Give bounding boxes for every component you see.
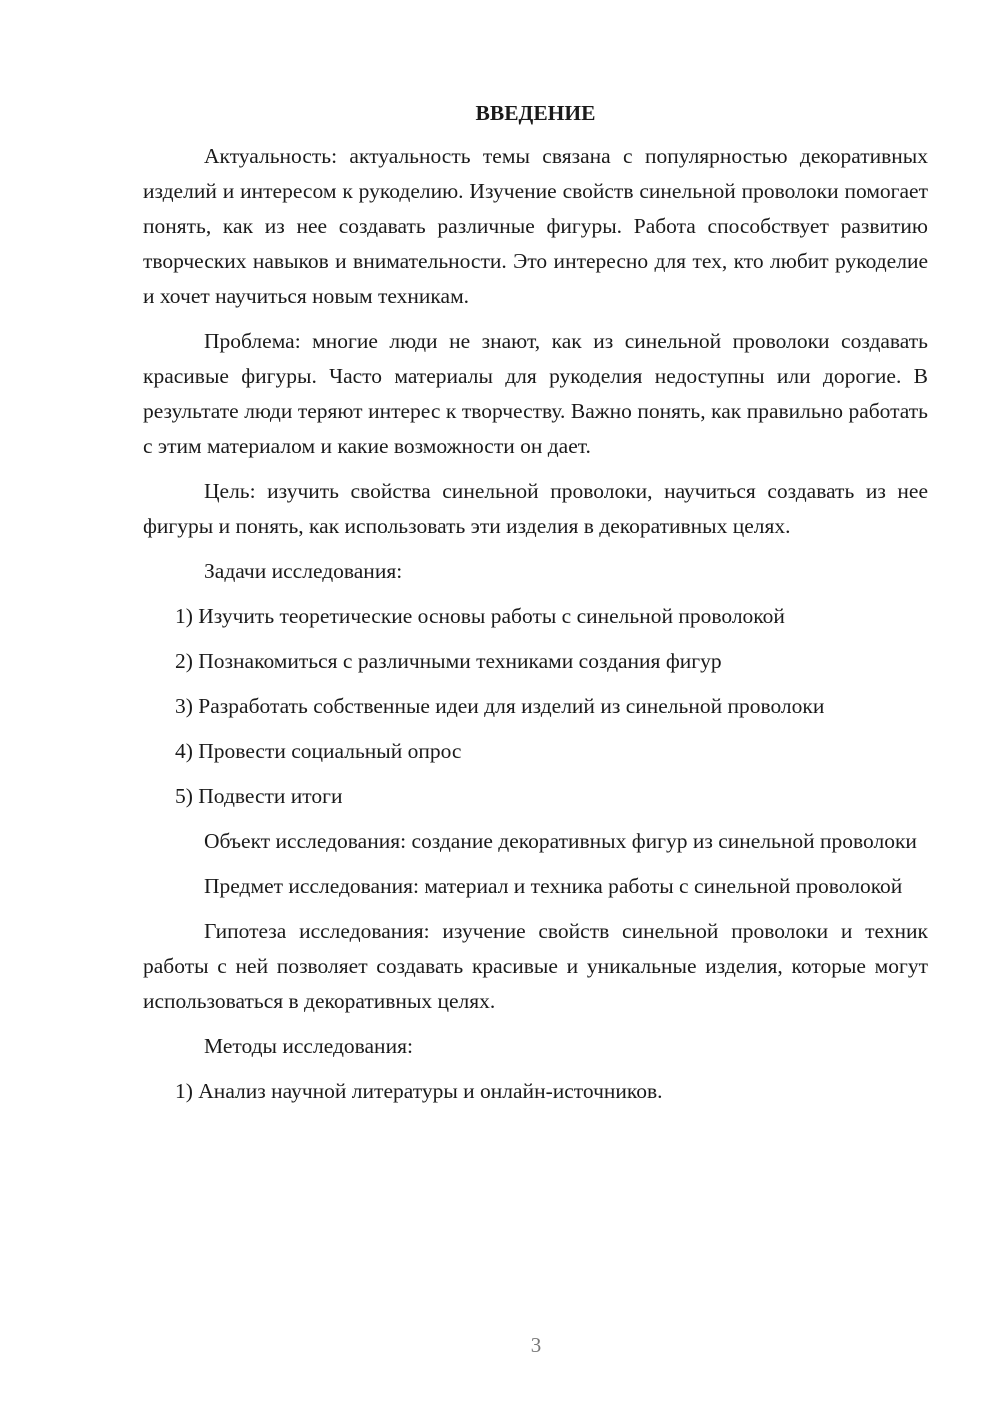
- task-item: 1) Изучить теоретические основы работы с синельной проволокой: [175, 604, 785, 628]
- methods-heading: Методы исследования:: [204, 1034, 413, 1058]
- task-item: 4) Провести социальный опрос: [175, 739, 462, 763]
- page-title: ВВЕДЕНИЕ: [475, 101, 596, 125]
- method-item: 1) Анализ научной литературы и онлайн-источников.: [175, 1079, 663, 1103]
- relevance-paragraph: Актуальность: актуальность темы связана с популярностью декоративных изделий и интересом к рукоделию. Изучение свойств синельной проволоки помогает понять, как из нее создавать различные фигуры. Работа способствует развитию творческих навыков и внимательности. Это интересно для тех, кто любит рукоделие и хочет научиться новым техникам.: [143, 144, 928, 308]
- task-item: 2) Познакомиться с различными техниками создания фигур: [175, 649, 722, 673]
- hypothesis-paragraph: Гипотеза исследования: изучение свойств синельной проволоки и техник работы с ней позволяет создавать красивые и уникальные изделия, которые могут использоваться в декоративных целях.: [143, 919, 928, 1013]
- page-content: [143, 96, 928, 1119]
- page-number: 3: [530, 1333, 542, 1357]
- problem-paragraph: Проблема: многие люди не знают, как из синельной проволоки создавать красивые фигуры. Часто материалы для рукоделия недоступны или дорогие. В результате люди теряют интерес к творчеству. Важно понять, как правильно работать с этим материалом и какие возможности он дает.: [143, 329, 928, 458]
- tasks-heading: Задачи исследования:: [204, 559, 403, 583]
- task-item: 3) Разработать собственные идеи для изделий из синельной проволоки: [175, 694, 825, 718]
- task-item: 5) Подвести итоги: [175, 784, 343, 808]
- subject-paragraph: Предмет исследования: материал и техника работы с синельной проволокой: [204, 874, 903, 898]
- object-paragraph: Объект исследования: создание декоративных фигур из синельной проволоки: [204, 829, 917, 853]
- goal-paragraph: Цель: изучить свойства синельной проволоки, научиться создавать из нее фигуры и понять, как использовать эти изделия в декоративных целях.: [143, 479, 928, 538]
